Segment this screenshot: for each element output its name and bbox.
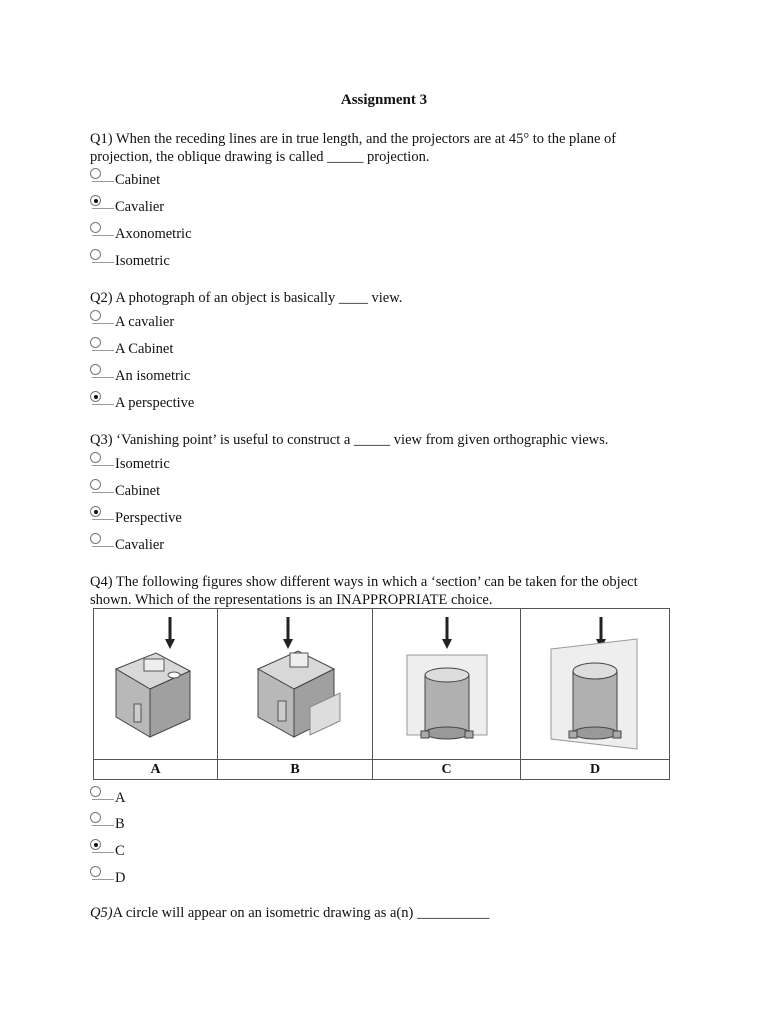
option-label: A — [115, 790, 126, 806]
option-label: A Cabinet — [115, 341, 174, 357]
answer-underline — [92, 323, 114, 324]
radio-button[interactable] — [90, 222, 101, 233]
answer-underline — [92, 825, 114, 826]
radio-button[interactable] — [90, 506, 101, 517]
option-label: An isometric — [115, 368, 191, 384]
answer-underline — [92, 350, 114, 351]
section-figures-table — [93, 608, 670, 780]
radio-button[interactable] — [90, 452, 101, 463]
question-1-text: Q1) When the receding lines are in true length, and the projectors are at 45° to the plane of projection, the oblique drawing is called _____ projection. — [90, 131, 617, 165]
answer-underline — [92, 404, 114, 405]
answer-underline — [92, 546, 114, 547]
figure-b — [218, 609, 373, 759]
radio-button[interactable] — [90, 533, 101, 544]
option-label: A cavalier — [115, 314, 175, 330]
radio-button[interactable] — [90, 866, 101, 877]
answer-underline — [92, 235, 114, 236]
answer-underline — [92, 377, 114, 378]
option-label: D — [115, 870, 126, 886]
answer-underline — [92, 852, 114, 853]
figure-d-drawing — [521, 609, 669, 759]
radio-button[interactable] — [90, 168, 101, 179]
question-5-number: Q5) — [90, 905, 113, 921]
answer-underline — [92, 208, 114, 209]
figure-label-a: A — [94, 760, 218, 780]
answer-underline — [92, 262, 114, 263]
figure-d — [521, 609, 669, 759]
answer-underline — [92, 465, 114, 466]
option-label: Isometric — [115, 253, 170, 269]
radio-button[interactable] — [90, 364, 101, 375]
figure-label-b: B — [218, 760, 373, 780]
radio-button[interactable] — [90, 479, 101, 490]
question-2-text: Q2) A photograph of an object is basically ____ view. — [90, 290, 403, 306]
figure-c-drawing — [373, 609, 521, 759]
radio-button[interactable] — [90, 812, 101, 823]
answer-underline — [92, 799, 114, 800]
option-label: Cabinet — [115, 483, 161, 499]
answer-underline — [92, 519, 114, 520]
answer-underline — [92, 181, 114, 182]
option-label: Cavalier — [115, 199, 165, 215]
page-title: Assignment 3 — [340, 92, 428, 108]
figure-label-row — [94, 759, 669, 780]
figure-b-drawing — [218, 609, 373, 759]
option-label: A perspective — [115, 395, 195, 411]
figure-a — [94, 609, 218, 759]
figure-c — [373, 609, 521, 759]
figure-label-c: C — [373, 760, 521, 780]
figure-a-drawing — [94, 609, 218, 759]
option-label: Cabinet — [115, 172, 161, 188]
radio-button[interactable] — [90, 337, 101, 348]
radio-button[interactable] — [90, 786, 101, 797]
radio-button[interactable] — [90, 391, 101, 402]
option-label: Perspective — [115, 510, 182, 526]
radio-button[interactable] — [90, 249, 101, 260]
question-3-text: Q3) ‘Vanishing point’ is useful to construct a _____ view from given orthographic views. — [90, 432, 609, 448]
option-label: B — [115, 816, 125, 832]
option-label: Cavalier — [115, 537, 165, 553]
answer-underline — [92, 879, 114, 880]
question-5-text: A circle will appear on an isometric drawing as a(n) __________ — [112, 905, 490, 921]
option-label: Axonometric — [115, 226, 192, 242]
radio-button[interactable] — [90, 195, 101, 206]
option-label: Isometric — [115, 456, 170, 472]
option-label: C — [115, 843, 125, 859]
answer-underline — [92, 492, 114, 493]
radio-button[interactable] — [90, 310, 101, 321]
radio-button[interactable] — [90, 839, 101, 850]
figure-label-d: D — [589, 762, 601, 777]
question-4-text: Q4) The following figures show different ways in which a ‘section’ can be taken for the object shown. Which of the representations is an INAPPROPRIATE choice. — [90, 574, 638, 608]
question-5 — [90, 905, 489, 922]
